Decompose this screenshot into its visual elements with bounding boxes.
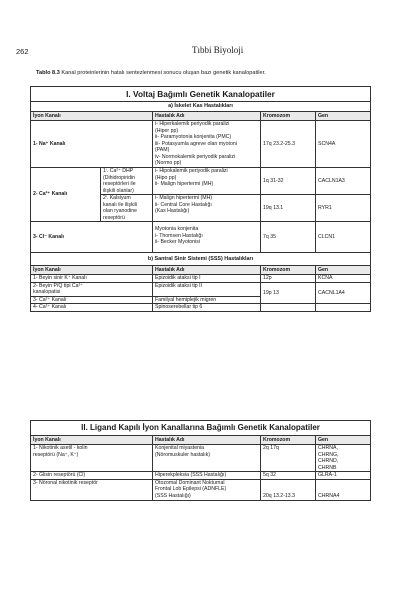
gene: CACNL1A4 bbox=[316, 282, 371, 304]
gene: CLCN1 bbox=[316, 222, 371, 253]
caption-label: Tablo 8.3 bbox=[36, 70, 60, 76]
section2-title: II. Ligand Kapılı İyon Kanallarına Bağımlı Genetik Kanalopatiler bbox=[31, 421, 371, 436]
header-disease: Hastalık Adı bbox=[153, 112, 261, 121]
chromosome: 7q 35 bbox=[261, 222, 316, 253]
disease-list: i- Malign hipertermi (MH) ii- Central Core Hastalığı (Kas Hastalığı) bbox=[153, 195, 261, 222]
table-row bbox=[31, 445, 371, 472]
table-row bbox=[31, 304, 371, 312]
table-row bbox=[31, 282, 371, 296]
header-gene: Gen bbox=[316, 112, 371, 121]
page-number: 262 bbox=[16, 47, 29, 56]
chromosome: 17q 23.2-25.3 bbox=[261, 121, 316, 168]
disease: Familyal hemiplejik migren bbox=[153, 296, 261, 304]
gene: KCNA bbox=[316, 275, 371, 283]
chromosome: 2q 17q bbox=[261, 445, 316, 472]
table-row bbox=[31, 479, 371, 500]
header-disease: Hastalık Adı bbox=[153, 436, 261, 445]
table-row bbox=[31, 121, 371, 168]
channel: 2- Glisin reseptörü (Cl) bbox=[31, 472, 153, 480]
channel: 2- Beyin P/Q tipi Ca²⁺ kanalopatisi bbox=[31, 282, 153, 296]
chromosome: 19q 13.1 bbox=[261, 195, 316, 222]
chromosome: 20q 13.2-13.3 bbox=[261, 479, 316, 500]
voltage-channelopathy-table bbox=[30, 86, 371, 312]
table-row bbox=[31, 275, 371, 283]
subsection-a-title: a) İskelet Kas Hastalıkları bbox=[31, 102, 371, 112]
caption-text: Kanal proteinlerinin hatalı sentezlenmesi sonucu oluşan bazı genetik kanalopatiler. bbox=[59, 70, 266, 76]
channel: 3- Nöronal nikotinik reseptör bbox=[31, 479, 153, 500]
gene: RYR1 bbox=[316, 195, 371, 222]
ligand-channelopathy-table bbox=[30, 420, 371, 501]
ca-subtype-dhp: 1ⁱ. Ca²⁺ DHP (Dihidropiridin reseptörleri ile ilişkili olanlar) bbox=[101, 168, 153, 195]
chromosome: 12p bbox=[261, 275, 316, 283]
header-chromosome: Kromozom bbox=[261, 436, 316, 445]
gene: GLRA-1 bbox=[316, 472, 371, 480]
header-gene: Gen bbox=[316, 436, 371, 445]
table-header-row bbox=[31, 436, 371, 445]
channel: 1- Nikotinik asetil - kolin reseptörü (Na⁺, K⁺) bbox=[31, 445, 153, 472]
disease-list: Myotonia konjenita i- Thomsen Hastalığı ii- Becker Myotonisi bbox=[153, 222, 261, 253]
disease: Epizoidik ataksi tip I bbox=[153, 275, 261, 283]
disease-list: i- Hiperkalemik periyodik paralizi (Hiper pp) ii- Paramyotonia konjenita (PMC) iii- Potasyumla agreve olan myotoni (PAM) iv- Normokalemik periyodik paralizi (Normo pp) bbox=[153, 121, 261, 168]
gene: CHRNA, CHRNG, CHRND, CHRNB bbox=[316, 445, 371, 472]
gene: CHRNA4 bbox=[316, 479, 371, 500]
header-chromosome: Kromozom bbox=[261, 266, 316, 275]
channel-cl: 3- Cl⁻ Kanalı bbox=[31, 222, 153, 253]
gene: SCN4A bbox=[316, 121, 371, 168]
disease-list: i- Hipokalemik periyodik paralizi (Hipo pp) ii- Malign hipertermi (MH) bbox=[153, 168, 261, 195]
section1-title: I. Voltaj Bağımlı Genetik Kanalopatiler bbox=[31, 87, 371, 102]
header-chromosome: Kromozom bbox=[261, 112, 316, 121]
disease: Konjenital miyastenia (Nöromuskuler hastalık) bbox=[153, 445, 261, 472]
subsection-b-title: b) Santral Sinir Sistemi (SSS) Hastalıkları bbox=[31, 253, 371, 266]
channel: 4- Ca²⁺ Kanalı bbox=[31, 304, 153, 312]
disease: Spinoserebellar tip 6 bbox=[153, 304, 261, 312]
channel-na: 1- Na⁺ Kanalı bbox=[31, 121, 153, 168]
chromosome: 5q 32 bbox=[261, 472, 316, 480]
table-header-row bbox=[31, 266, 371, 275]
running-title: Tıbbi Biyoloji bbox=[192, 45, 244, 55]
header-gene: Gen bbox=[316, 266, 371, 275]
channel: 3- Ca²⁺ Kanalı bbox=[31, 296, 153, 304]
ca-subtype-ryanodine: 2ⁱ. Kalsiyum kanalı ile ilişkili olan ryanodine reseptörü bbox=[101, 195, 153, 222]
chromosome: 19p 13 bbox=[261, 282, 316, 304]
table-caption bbox=[36, 70, 266, 76]
gene bbox=[316, 304, 371, 312]
chromosome bbox=[261, 304, 316, 312]
table-row bbox=[31, 472, 371, 480]
table-header-row bbox=[31, 112, 371, 121]
header-channel: İyon Kanalı bbox=[31, 112, 153, 121]
table-row bbox=[31, 222, 371, 253]
header-channel: İyon Kanalı bbox=[31, 266, 153, 275]
channel: 1- Beyin sinir K⁺ Kanalı bbox=[31, 275, 153, 283]
disease: Epizoidik ataksi tip II bbox=[153, 282, 261, 296]
chromosome: 1q 31-32 bbox=[261, 168, 316, 195]
disease: Otozomal Dominant Nokturnal Frontal Lob Epilepsi (ADNFLE) (SSS Hastalığı) bbox=[153, 479, 261, 500]
table-row bbox=[31, 168, 371, 195]
channel-ca: 2- Ca²⁺ Kanalı bbox=[31, 168, 101, 222]
disease: Hiperekpleksia (SSS Hastalığı) bbox=[153, 472, 261, 480]
gene: CACLN1A3 bbox=[316, 168, 371, 195]
header-disease: Hastalık Adı bbox=[153, 266, 261, 275]
header-channel: İyon Kanalı bbox=[31, 436, 153, 445]
